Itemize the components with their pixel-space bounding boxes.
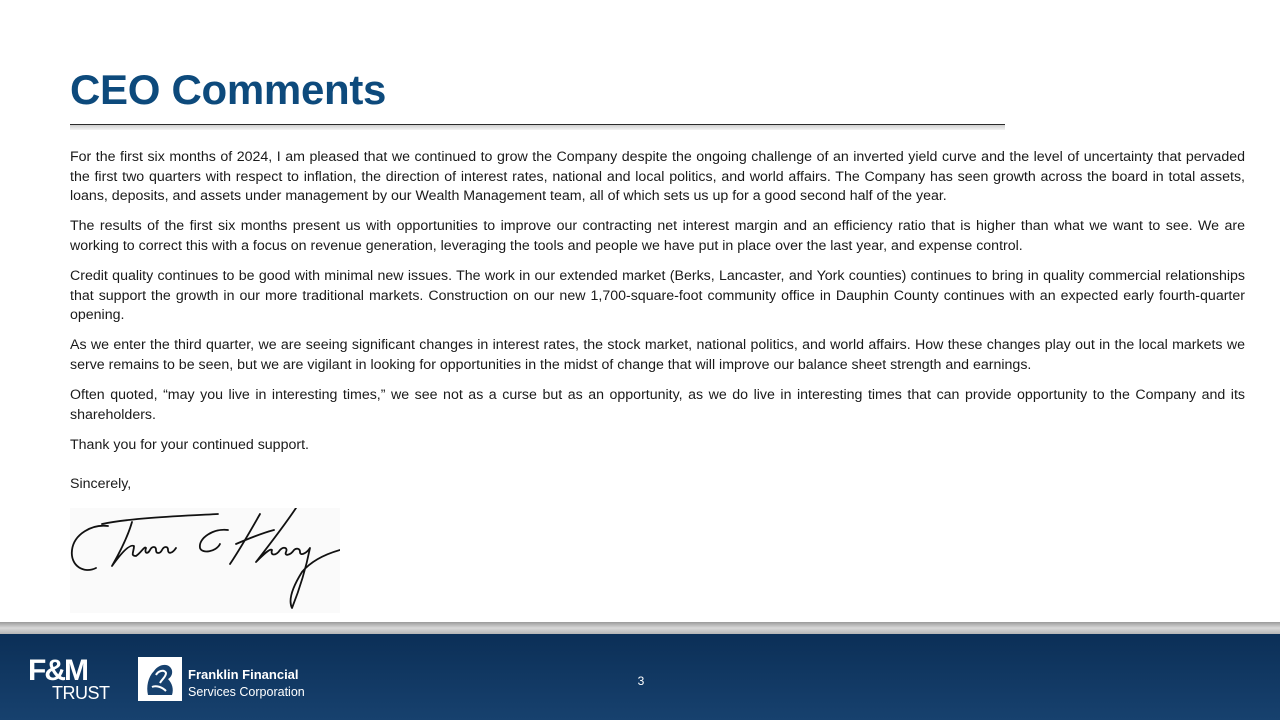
signature-drawing <box>70 508 340 613</box>
signature-image <box>70 508 340 613</box>
paragraph-2: The results of the first six months present us with opportunities to improve our contracting net interest margin and an efficiency ratio that is higher than what we want to see. We are working to correct this with a focus on revenue generation, leveraging the tools and people we have put in place over the last year, and expense control. <box>70 218 1245 254</box>
page-title: CEO Comments <box>70 66 387 113</box>
franklin-emblem-icon <box>138 657 182 701</box>
letter-body <box>70 148 1245 505</box>
title-divider <box>70 124 1005 130</box>
thanks-line: Thank you for your continued support. <box>70 436 309 453</box>
paragraph-5: Often quoted, “may you live in interesting times,” we see not as a curse but as an opportunity, as we do live in interesting times that can provide opportunity to the Company and its shareholders. <box>70 386 1245 423</box>
paragraph-4: As we enter the third quarter, we are seeing significant changes in interest rates, the stock market, national politics, and world affairs. How these changes play out in the local markets we serve remains to be seen, but we are vigilant in looking for opportunities in the midst of change that will improve our balance sheet strength and earnings. <box>70 337 1245 373</box>
company-name-line1: Franklin Financial <box>188 667 299 682</box>
company-name-line2: Services Corporation <box>188 685 305 699</box>
fm-logo-trust: TRUST <box>52 683 110 703</box>
paragraph-1: For the first six months of 2024, I am pleased that we continued to grow the Company despite the ongoing challenge of an inverted yield curve and the level of uncertainty that pervaded the first two quarters with respect to inflation, the direction of interest rates, national and local politics, and world affairs. The Company has seen growth across the board in total assets, loans, deposits, and assets under management by our Wealth Management team, all of which sets us up for a good second half of the year. <box>70 149 1245 205</box>
paragraph-3: Credit quality continues to be good with minimal new issues. The work in our extended market (Berks, Lancaster, and York counties) continues to bring in quality commercial relationships that support the growth in our more traditional markets. Construction on our new 1,700-square-foot community office in Dauphin County continues with an expected early fourth-quarter opening. <box>70 267 1245 324</box>
fm-trust-logo <box>28 656 112 704</box>
footer-bar <box>0 634 1280 720</box>
page-number: 3 <box>637 674 645 688</box>
fm-logo-mark: F&M <box>28 654 87 687</box>
footer-divider <box>0 622 1280 634</box>
closing-line: Sincerely, <box>70 476 132 493</box>
